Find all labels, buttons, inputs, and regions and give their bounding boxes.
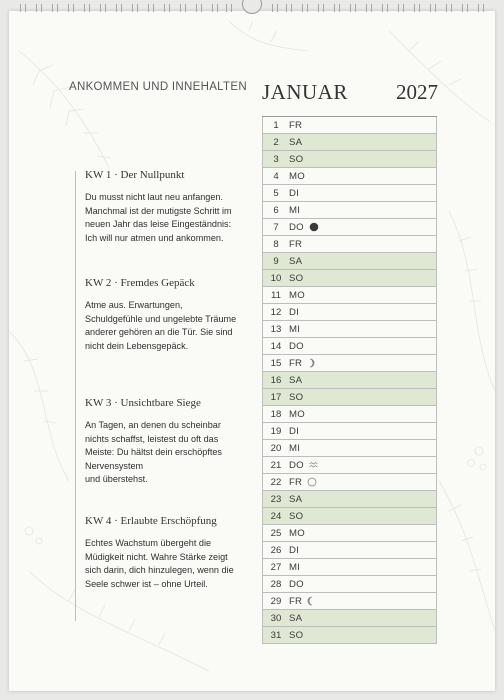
day-row xyxy=(263,134,436,151)
week-text-line: Schuldgefühle und ungelebte Träume xyxy=(85,313,237,324)
week-text-line: sich darin, dich hinzulegen, wenn die xyxy=(85,565,234,576)
day-of-week: SA xyxy=(289,136,303,148)
year-label: 2027 xyxy=(396,80,438,104)
day-of-week: DO xyxy=(289,221,304,233)
day-number: 4 xyxy=(273,170,279,182)
day-row xyxy=(263,559,436,576)
day-number: 2 xyxy=(273,136,279,148)
day-number: 14 xyxy=(270,340,282,352)
day-of-week: MI xyxy=(289,442,301,454)
day-number: 1 xyxy=(273,119,279,131)
day-row xyxy=(263,508,436,525)
day-of-week: DO xyxy=(289,340,304,352)
day-of-week: SO xyxy=(289,629,304,641)
day-row xyxy=(263,338,436,355)
week-text xyxy=(85,191,258,245)
week-text-line: anderer gehören an die Tür. Sie sind xyxy=(85,327,233,338)
day-row xyxy=(263,593,436,610)
week-title: KW 2 · Fremdes Gepäck xyxy=(85,277,195,289)
week-text-line: Echtes Wachstum übergeht die xyxy=(85,538,212,548)
day-number: 27 xyxy=(270,561,282,573)
day-number: 16 xyxy=(270,374,282,386)
day-number: 29 xyxy=(270,595,282,607)
week-text xyxy=(85,299,258,353)
day-of-week: MI xyxy=(289,323,301,335)
day-number: 18 xyxy=(270,408,282,420)
week-text xyxy=(85,419,258,487)
day-row xyxy=(263,253,436,270)
week-block-3 xyxy=(76,397,258,487)
day-number: 11 xyxy=(271,289,281,301)
week-text-line: nichts schaffst, leistest du oft das xyxy=(85,433,219,444)
day-number: 6 xyxy=(273,204,279,216)
day-row xyxy=(263,525,436,542)
day-number: 13 xyxy=(270,323,282,335)
month-name: JANUAR xyxy=(262,80,348,104)
day-row xyxy=(263,576,436,593)
week-text-line: nicht dein Lebensgepäck. xyxy=(85,340,189,351)
week-block-4 xyxy=(76,515,258,591)
aquarius-sign-icon xyxy=(309,461,318,469)
day-of-week: DI xyxy=(289,306,299,318)
week-text-line: Nervensystem xyxy=(85,460,144,471)
day-row xyxy=(263,440,436,457)
day-number: 31 xyxy=(270,629,282,641)
week-text xyxy=(85,537,258,591)
day-row xyxy=(263,236,436,253)
first-quarter-moon-icon xyxy=(307,358,315,368)
week-block-2 xyxy=(76,277,258,353)
week-title: KW 4 · Erlaubte Erschöpfung xyxy=(85,515,217,527)
day-row xyxy=(263,219,436,236)
day-row xyxy=(263,287,436,304)
day-of-week: SO xyxy=(289,510,304,522)
week-block-1 xyxy=(76,169,258,245)
day-row xyxy=(263,457,436,474)
day-of-week: FR xyxy=(289,357,303,369)
week-text-line: Müdigkeit nicht. Wahre Stärke zeigt xyxy=(85,551,228,562)
page-theme-title: ANKOMMEN UND INNEHALTEN xyxy=(69,81,247,93)
day-of-week: SA xyxy=(289,374,303,386)
day-of-week: SA xyxy=(289,612,303,624)
day-of-week: FR xyxy=(289,238,303,250)
day-number: 17 xyxy=(270,391,282,403)
day-row xyxy=(263,389,436,406)
day-of-week: MI xyxy=(289,561,301,573)
calendar-page xyxy=(9,11,495,691)
week-text-line: neuen Jahr das leise Eingeständnis: xyxy=(85,219,232,230)
week-text-line: An Tagen, an denen du scheinbar xyxy=(85,420,221,430)
day-of-week: SA xyxy=(289,255,303,267)
day-of-week: MI xyxy=(289,204,301,216)
day-row xyxy=(263,372,436,389)
day-number: 28 xyxy=(270,578,282,590)
day-number: 25 xyxy=(270,527,282,539)
day-of-week: FR xyxy=(289,476,303,488)
day-number: 21 xyxy=(270,459,282,471)
day-number: 10 xyxy=(270,272,282,284)
week-text-line: Du musst nicht laut neu anfangen. xyxy=(85,192,224,202)
day-of-week: FR xyxy=(289,595,303,607)
day-number: 12 xyxy=(270,306,282,318)
day-row xyxy=(263,474,436,491)
day-of-week: MO xyxy=(289,527,305,539)
day-number: 19 xyxy=(270,425,282,437)
day-number: 15 xyxy=(270,357,282,369)
new-moon-icon xyxy=(309,222,319,232)
day-row xyxy=(263,423,436,440)
day-of-week: DO xyxy=(289,459,304,471)
week-text-line: Manchmal ist der mutigste Schritt im xyxy=(85,205,232,216)
day-of-week: SO xyxy=(289,153,304,165)
calendar-header xyxy=(262,73,437,117)
week-text-line: Meiste: Du hältst dein erschöpftes xyxy=(85,447,222,458)
day-row xyxy=(263,168,436,185)
day-row xyxy=(263,321,436,338)
day-row xyxy=(263,406,436,423)
day-row xyxy=(263,202,436,219)
day-number: 7 xyxy=(273,221,279,233)
day-of-week: MO xyxy=(289,408,305,420)
week-text-line: und überstehst. xyxy=(85,474,148,485)
day-of-week: SO xyxy=(289,391,304,403)
day-list xyxy=(262,117,437,644)
week-title: KW 3 · Unsichtbare Siege xyxy=(85,397,201,409)
day-of-week: MO xyxy=(289,170,305,182)
day-of-week: SO xyxy=(289,272,304,284)
week-text-line: Atme aus. Erwartungen, xyxy=(85,300,183,310)
day-row xyxy=(263,491,436,508)
day-number: 30 xyxy=(270,612,282,624)
day-of-week: DI xyxy=(289,425,299,437)
day-number: 3 xyxy=(273,153,279,165)
day-row xyxy=(263,117,436,134)
day-number: 26 xyxy=(270,544,282,556)
day-number: 23 xyxy=(270,493,282,505)
day-number: 8 xyxy=(273,238,279,250)
day-row xyxy=(263,610,436,627)
month-calendar xyxy=(262,73,437,644)
week-text-line: Ich will nur atmen und ankommen. xyxy=(85,232,224,243)
day-number: 9 xyxy=(273,255,279,267)
day-of-week: FR xyxy=(289,119,303,131)
day-row xyxy=(263,270,436,287)
week-text-line: Seele schwer ist – ohne Urteil. xyxy=(85,578,208,589)
day-row xyxy=(263,185,436,202)
day-of-week: DO xyxy=(289,578,304,590)
day-row xyxy=(263,627,436,644)
day-of-week: MO xyxy=(289,289,305,301)
day-row xyxy=(263,151,436,168)
day-of-week: SA xyxy=(289,493,303,505)
day-number: 20 xyxy=(270,442,282,454)
day-number: 24 xyxy=(270,510,282,522)
day-row xyxy=(263,542,436,559)
day-number: 22 xyxy=(270,476,282,488)
day-of-week: DI xyxy=(289,187,299,199)
day-row xyxy=(263,304,436,321)
day-row xyxy=(263,355,436,372)
week-title: KW 1 · Der Nullpunkt xyxy=(85,169,185,181)
day-of-week: DI xyxy=(289,544,299,556)
day-number: 5 xyxy=(273,187,279,199)
last-quarter-moon-icon xyxy=(307,596,315,606)
full-moon-icon xyxy=(307,477,317,487)
